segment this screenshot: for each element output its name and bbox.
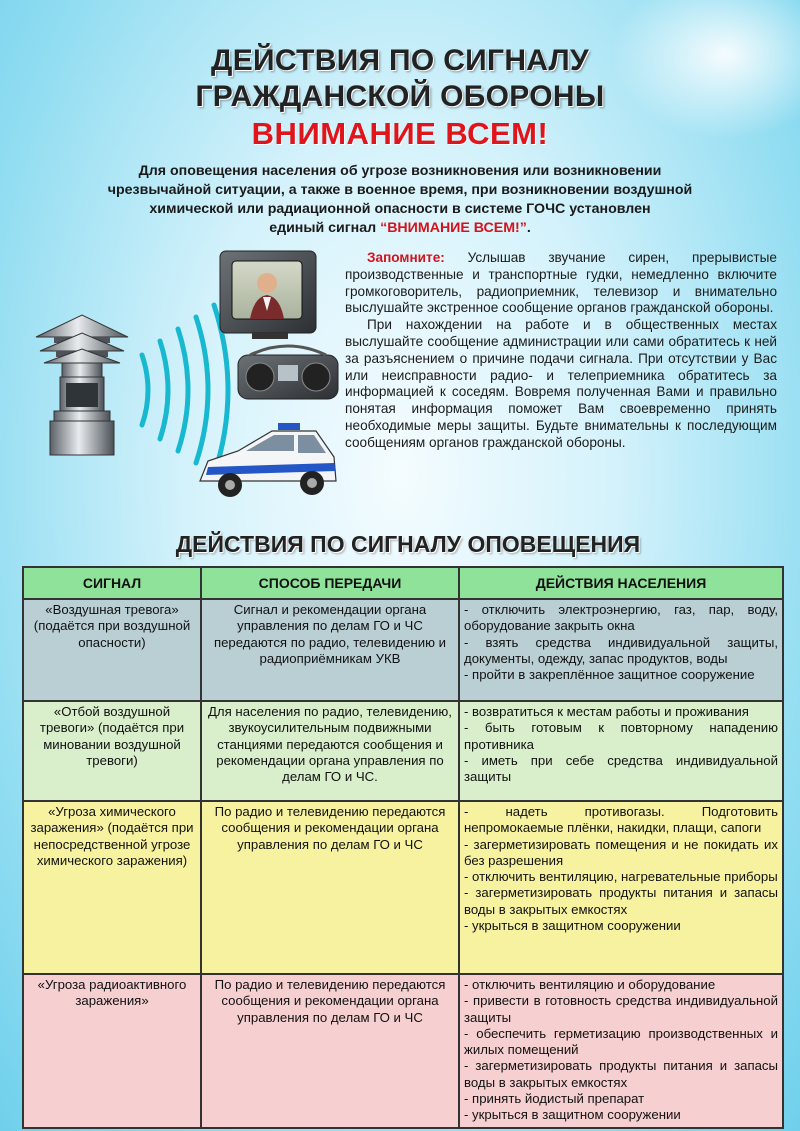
siren-icon: [36, 315, 128, 455]
table-row-radiation-threat: [23, 974, 783, 1128]
signal-cell: «Воздушная тревога» (подаётся при воздушной опасности): [23, 599, 201, 701]
action-item: - отключить вентиляцию и оборудование: [464, 977, 716, 992]
action-item: - отключить вентиляцию, нагревательные приборы: [464, 869, 778, 885]
column-header-signal: СИГНАЛ: [23, 567, 201, 599]
radio-icon: [238, 346, 338, 399]
action-item: - отключить электроэнергию, газ, пар, воду, оборудование закрыть окна: [464, 602, 778, 634]
action-item: - укрыться в защитном сооружении: [464, 918, 681, 934]
action-item: - иметь при себе средства индивидуальной защиты: [464, 752, 778, 785]
action-item: - надеть противогазы. Подготовить непромокаемые плёнки, накидки, плащи, сапоги: [464, 804, 778, 836]
intro-line: [60, 219, 740, 238]
method-cell: Сигнал и рекомендации органа управления по делам ГО и ЧС передаются по радио, телевидению и радиоприёмникам УКВ: [201, 599, 459, 701]
method-cell: По радио и телевидению передаются сообщения и рекомендации органа управления по делам ГО и ЧС: [201, 974, 459, 1128]
intro-signal-name: “ВНИМАНИЕ ВСЕМ!”: [380, 220, 527, 236]
column-header-method: СПОСОБ ПЕРЕДАЧИ: [201, 567, 459, 599]
actions-cell: [459, 801, 783, 974]
method-cell: По радио и телевидению передаются сообщения и рекомендации органа управления по делам ГО и ЧС: [201, 801, 459, 974]
intro-text: [60, 162, 740, 238]
alert-devices-illustration: [24, 245, 344, 515]
police-car-icon: [200, 423, 336, 497]
intro-line: Для оповещения населения об угрозе возникновения или возникновении: [138, 163, 662, 179]
remember-text: Услышав звучание сирен, прерывистые производственные и транспортные гудки, немедленно включите громкоговоритель, радиоприемник, телевизор и внимательно выслушайте экстренное сообщение органов гражданской обороны.: [345, 250, 777, 316]
instructions-paragraph: [345, 250, 777, 317]
action-item: - принять йодистый препарат: [464, 1091, 645, 1107]
table-row-air-raid: [23, 599, 783, 701]
action-item: - загерметизировать продукты питания и запасы воды в закрытых емкостях: [464, 1058, 778, 1090]
column-header-actions: ДЕЙСТВИЯ НАСЕЛЕНИЯ: [459, 567, 783, 599]
action-item: - привести в готовность средства индивидуальной защиты: [464, 993, 778, 1025]
actions-cell: [459, 599, 783, 701]
sound-waves-icon: [142, 305, 228, 475]
instructions-paragraph: При нахождении на работе и в общественных местах выслушайте сообщение администрации или сами обратитесь к ней за разъяснением о причине подачи сигнала. При отсутствии у Вас или неисправности радио- и телеприемника обратитесь за информацией к соседям. Вовремя полученная Вами и правильно понятая информация поможет Вам своевременно принять необходимые меры защиты. Будьте внимательны к последующим сообщениям органов гражданской обороны.: [345, 317, 777, 450]
table-header-row: [23, 567, 783, 599]
actions-cell: [459, 701, 783, 801]
intro-prefix: единый сигнал: [269, 220, 381, 236]
table-row-all-clear: [23, 701, 783, 801]
intro-line: химической или радиационной опасности в системе ГОЧС установлен: [149, 201, 651, 217]
page-title-line-1: ДЕЙСТВИЯ ПО СИГНАЛУ: [211, 44, 589, 77]
page-title-line-2: ГРАЖДАНСКОЙ ОБОРОНЫ: [195, 80, 605, 113]
signal-cell: «Угроза радиоактивного заражения»: [23, 974, 201, 1128]
action-item: - взять средства индивидуальной защиты, документы, одежду, запас продуктов, воды: [464, 634, 778, 666]
instructions-text: [345, 250, 777, 452]
action-item: - пройти в закреплённое защитное сооружение: [464, 667, 755, 683]
action-item: - возвратиться к местам работы и проживания: [464, 704, 749, 719]
intro-line: чрезвычайной ситуации, а также в военное время, при возникновении воздушной: [107, 182, 693, 198]
table-row-chemical-threat: [23, 801, 783, 974]
actions-cell: [459, 974, 783, 1128]
television-icon: [220, 251, 316, 339]
table-title: ДЕЙСТВИЯ ПО СИГНАЛУ ОПОВЕЩЕНИЯ: [175, 531, 641, 557]
signal-cell: «Отбой воздушной тревоги» (подаётся при миновании воздушной тревоги): [23, 701, 201, 801]
remember-label: Запомните:: [367, 250, 445, 265]
signal-actions-table: [22, 566, 784, 1129]
action-item: - быть готовым к повторному нападению противника: [464, 720, 778, 752]
alarm-headline: ВНИМАНИЕ ВСЕМ!: [251, 116, 549, 151]
action-item: - укрыться в защитном сооружении: [464, 1107, 681, 1123]
action-item: - обеспечить герметизацию производственных и жилых помещений: [464, 1025, 778, 1058]
intro-suffix: .: [526, 220, 531, 236]
signal-cell: «Угроза химического заражения» (подаётся при непосредственной угрозе химического заражения): [23, 801, 201, 974]
action-item: - загерметизировать помещения и не покидать их без разрешения: [464, 836, 778, 868]
action-item: - загерметизировать продукты питания и запасы воды в закрытых емкостях: [464, 885, 778, 917]
method-cell: Для населения по радио, телевидению, звукоусилительным подвижными станциями передаются сообщения и рекомендации органа управления по делам ГО и ЧС.: [201, 701, 459, 801]
